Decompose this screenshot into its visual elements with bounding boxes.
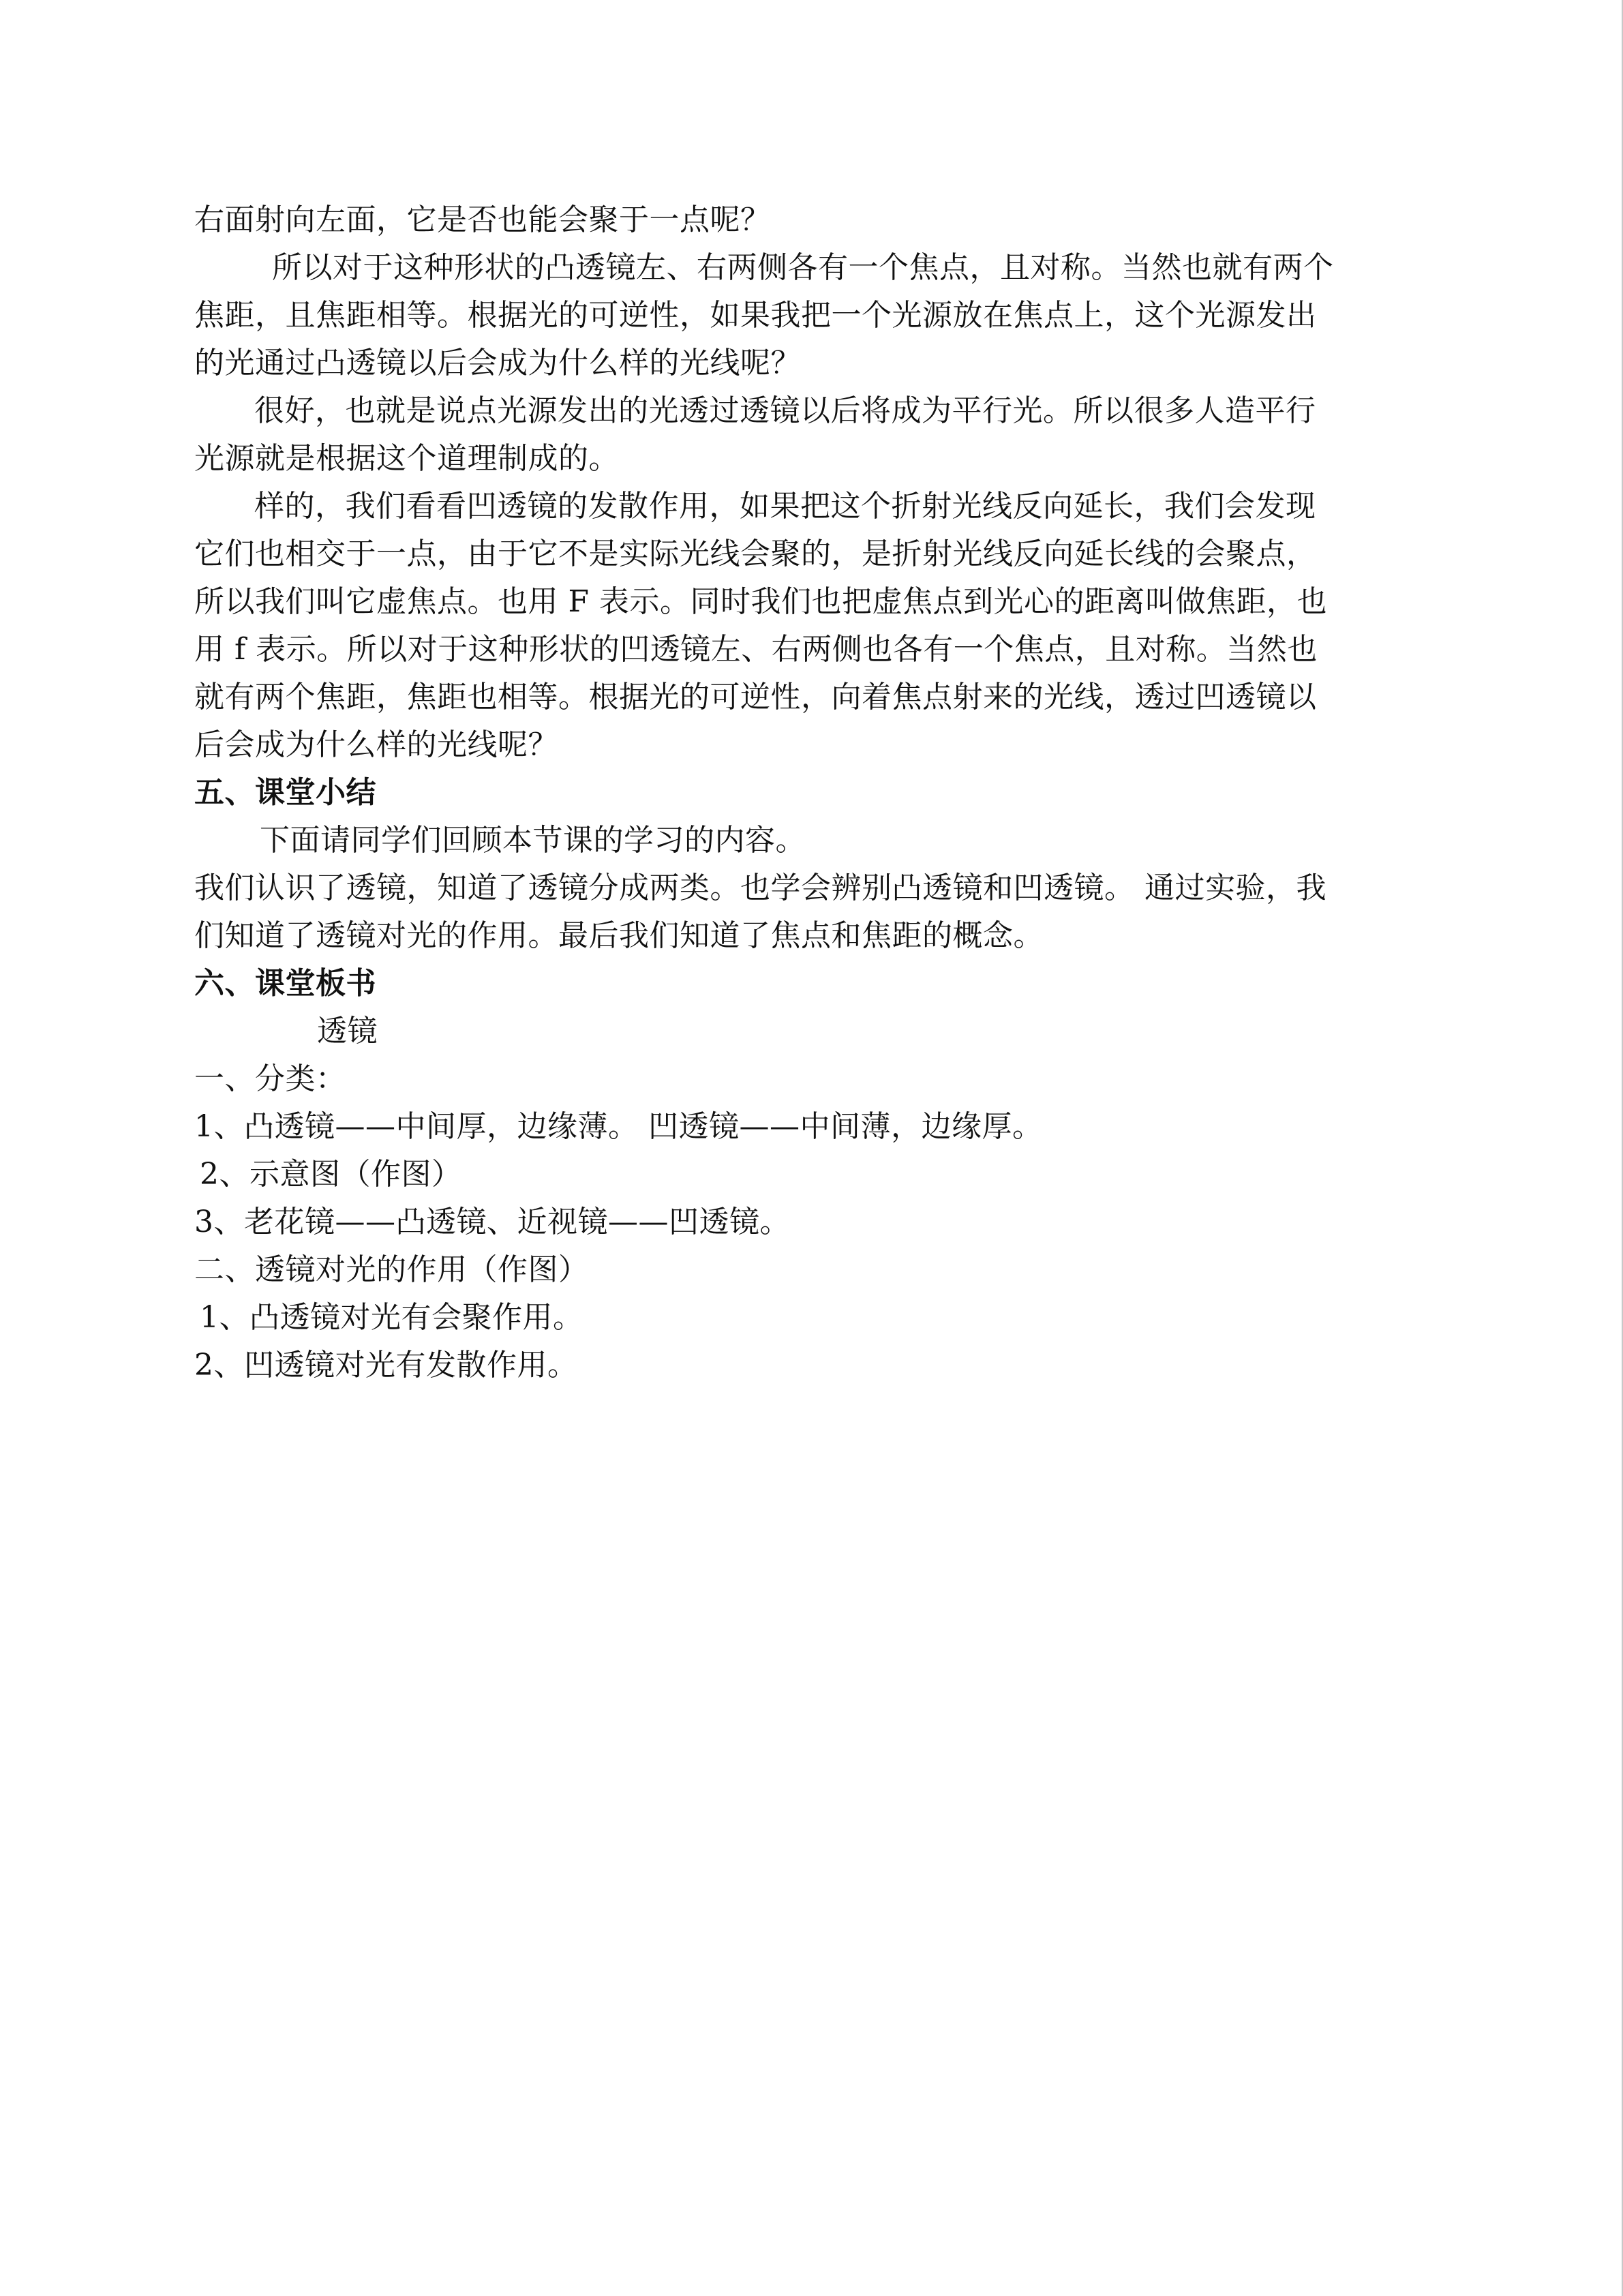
list-item: 2、凹透镜对光有发散作用。: [194, 1348, 578, 1383]
list-item: 3、老花镜——凸透镜、近视镜——凹透镜。: [194, 1205, 790, 1239]
paragraph-line: 用 f 表示。所以对于这种形状的凹透镜左、右两侧也各有一个焦点，且对称。当然也: [194, 632, 1318, 667]
paragraph-line: 样的，我们看看凹透镜的发散作用，如果把这个折射光线反向延长，我们会发现: [254, 489, 1316, 524]
paragraph-line: 所以对于这种形状的凸透镜左、右两侧各有一个焦点，且对称。当然也就有两个: [272, 250, 1334, 285]
paragraph-line: 们知道了透镜对光的作用。最后我们知道了焦点和焦距的概念。: [194, 918, 1044, 953]
paragraph-line: 焦距，且焦距相等。根据光的可逆性，如果我把一个光源放在焦点上，这个光源发出: [194, 298, 1317, 333]
paragraph-line: 光源就是根据这个道理制成的。: [194, 441, 619, 476]
document-body: [194, 196, 1428, 1389]
list-item: 2、示意图（作图）: [200, 1157, 462, 1192]
paragraph-line: 后会成为什么样的光线呢？: [194, 727, 558, 762]
paragraph-line: 的光通过凸透镜以后会成为什么样的光线呢？: [194, 346, 801, 380]
paragraph-line: 很好，也就是说点光源发出的光透过透镜以后将成为平行光。所以很多人造平行: [254, 393, 1316, 428]
paragraph-line: 所以我们叫它虚焦点。也用 F 表示。同时我们也把虚焦点到光心的距离叫做焦距，也: [194, 584, 1327, 619]
paragraph-line: 右面射向左面，它是否也能会聚于一点呢？: [194, 202, 771, 237]
section-heading: 六、课堂板书: [194, 966, 376, 1001]
paragraph-line: 下面请同学们回顾本节课的学习的内容。: [260, 823, 806, 858]
board-title: 透镜: [317, 1014, 378, 1048]
section-heading: 五、课堂小结: [194, 775, 376, 810]
list-item: 一、分类：: [194, 1061, 346, 1096]
list-item: 二、透镜对光的作用（作图）: [194, 1252, 589, 1287]
list-item: 1、凸透镜——中间厚，边缘薄。 凹透镜——中间薄，边缘厚。: [194, 1109, 1043, 1144]
paragraph-line: 它们也相交于一点，由于它不是实际光线会聚的，是折射光线反向延长线的会聚点，: [194, 537, 1317, 571]
paragraph-line: 我们认识了透镜，知道了透镜分成两类。也学会辨别凸透镜和凹透镜。 通过实验，我: [194, 871, 1326, 905]
paragraph-line: 就有两个焦距，焦距也相等。根据光的可逆性，向着焦点射来的光线，透过凹透镜以: [194, 680, 1317, 714]
list-item: 1、凸透镜对光有会聚作用。: [200, 1300, 583, 1335]
